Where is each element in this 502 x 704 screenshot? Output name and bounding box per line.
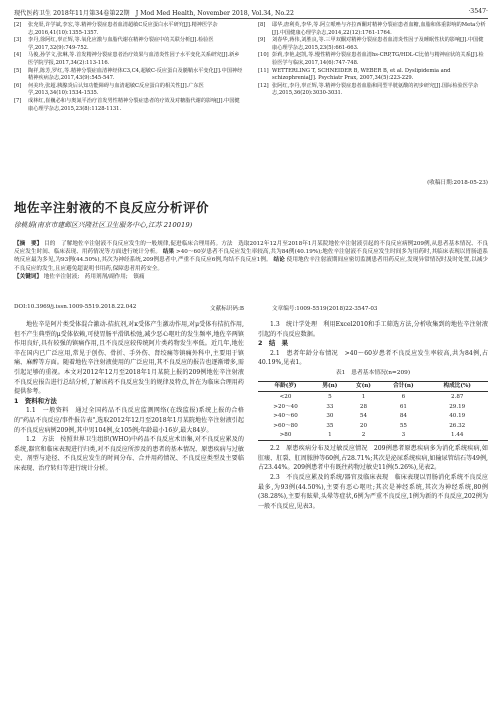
table-cell: 54 xyxy=(359,413,368,420)
abstract-label: 【摘 要】 xyxy=(14,241,43,247)
abstract-text-c: 使用地佐辛注射液期间应密切监测患者用药反应,发现异常情况时及时处置,以减少不良反应的发生,且应避免超说明书用药,保障患者用药安全。 xyxy=(14,257,489,272)
table-row xyxy=(258,402,488,412)
table-row xyxy=(258,411,488,421)
table-cell: 35 xyxy=(326,422,334,429)
reference-item: [6] 何美玲,张超.胰腺炎后认知功能障碍与血清超敏C反应蛋白的相关性[J].广东医学,2013,34(10):1534-1535. xyxy=(14,82,204,97)
table-cell: >20～40 xyxy=(273,403,298,410)
article-number: 文章编号:1009-5519(2018)22-3547-03 xyxy=(272,306,378,312)
table-cell: 2.87 xyxy=(451,393,464,400)
reference-item: [12] 张阿红,李丹,辜正辉,等.精神分裂症患者血脂和同型半胱氨酸的初步研究[J].国际检验医学杂志,2015,36(20):3030-3031. xyxy=(258,82,479,97)
running-header xyxy=(14,6,488,19)
table-header-cell: 男(n) xyxy=(322,383,338,390)
abstract-text-a: 目的 了解地佐辛注射液不良反应发生的一般规律,促进临床合理用药。方法 选取2012年12月至2018年1月某院地佐辛注射液引起的不良反应病例209例,从患者基本情况、不良反应发生时间、临床表现、用药情况等方面进行统计分析。 xyxy=(14,241,488,256)
reference-item: [5] 陶祥,陈芳,罗红,等.精神分裂症血清神经体C3,C4,超敏C-反应蛋白及髓鞘水平变化[J].中国神经精神疾病杂志,2017,43(9):545-547. xyxy=(14,67,243,82)
paragraph: 1.2 方法 按照世界卫生组织(WHO)中药品不良反应术语集,对不良反应累及的系统,器官和临床表现进行归类,对不良反应所涉及的患者的基本情况、原患疾病与过敏史、剂型与途径、不良反应发生的时间分布、合并用药情况、不良反应类型及主要临床表现、治疗转归等进行统计分析。 xyxy=(14,436,244,472)
table-cell: 33 xyxy=(326,403,334,410)
table-cell: 6 xyxy=(401,393,406,400)
table-cell: 28 xyxy=(359,403,368,410)
table-row xyxy=(258,431,488,441)
abstract-conclusion-label: 结论 xyxy=(273,257,285,264)
paragraph: 2.2 原患疾病分布及过敏反应情况 209例患者原患疾病多为消化系统疾病,如肛瘘、肛裂、肛周脓肿等60例,占28.71%;其次是泌尿系统疾病,如输尿管结石等49例,占23.44%。209例患者中有既往药物过敏史11例(5.26%),见表2。 xyxy=(258,445,488,472)
table-cell: >80 xyxy=(279,432,292,439)
patient-info-table xyxy=(258,381,488,442)
reference-item: [2] 张充渠,许学斌,李宏,等.精神分裂症患者血清超敏C反应蛋白水平研究[J].精神医学杂志,2016,41(10):1355-1357. xyxy=(14,22,218,36)
abstract xyxy=(14,240,488,281)
table-cell: 2 xyxy=(361,432,366,439)
body-left-column xyxy=(14,320,244,474)
page-number: ·3547· xyxy=(468,8,488,15)
article-title: 地佐辛注射液的不良反应分析评价 xyxy=(14,200,210,215)
table-cell: <20 xyxy=(279,393,292,400)
reference-item: [4] 马俊,孙学文,张琳,等.首发精神分裂症患者治疗效果与血清炎性因子水平变化关系研究[J].新乡医学院学报,2017,34(2):113-116. xyxy=(14,52,240,66)
author-affiliation: 徐桃娟(南京市建邺区兴隆社区卫生服务中心,江苏 210019) xyxy=(14,221,193,229)
table-cell: 5 xyxy=(328,393,332,400)
paragraph: 1.3 统计学处理 利用Excel2010和手工筛选方法,分析收集到的地佐辛注射液引起的不良反应数据。 xyxy=(258,321,488,338)
keywords-text: 地佐辛注射液; 药用剂剂/副作用; 镇痛 xyxy=(43,273,145,280)
table-caption: 表1 患者基本情况(n=209) xyxy=(335,369,411,376)
table-cell: 3 xyxy=(401,432,406,439)
running-header-left: 现代医药卫生 2018年11月第34卷第22期 J Mod Med Health, November 2018, Vol.34, No.22 xyxy=(14,10,294,17)
table-cell: 84 xyxy=(399,413,407,420)
reference-item: [9] 刘春华,蒋伟,刘胜良,等.三甲双酮对精神分裂症患者血清炎性因子及睡眠性状的影响[J].中国健康心理学杂志,2015,23(5):661-663. xyxy=(258,37,484,51)
received-date: (收稿日期:2018-05-23) xyxy=(427,180,488,186)
abstract-result-label: 结果 xyxy=(162,249,175,256)
table-header-row xyxy=(258,381,488,392)
paragraph: 1.1 一般资料 通过全国药品不良反应监测网络(在线监报)系统上报的合格的"药品不良反应/事件报告表",选取2012年12月至2018年1月某院地佐辛注射液引起的不良反应病例209例,其中男104例,女105例;年龄最小16岁,最大84岁。 xyxy=(14,407,244,434)
references-left-column xyxy=(14,22,244,113)
table-header-cell: 女(n) xyxy=(356,383,371,390)
doi: DOI:10.3969/j.issn.1009-5519.2018.22.042 xyxy=(14,304,137,310)
keywords-label: 【关键词】 xyxy=(14,273,42,280)
body-right-column xyxy=(258,320,488,511)
references-right-column xyxy=(258,22,488,98)
table-header-cell: 年龄(岁) xyxy=(274,383,297,390)
table-cell: 61 xyxy=(399,403,407,410)
table-cell: 1.44 xyxy=(451,432,464,439)
table-cell: >40～60 xyxy=(273,413,298,420)
table-cell: >60～80 xyxy=(273,422,298,429)
table-header-cell: 构成比(%) xyxy=(443,383,471,390)
table-cell: 1 xyxy=(328,432,332,439)
paragraph: 2.3 不良反应累及的系统/器官及临床表现 临床表现以胃肠消化系统不良反应最多,为93例(44.50%),主要有恶心呕吐;其次是神经系统,其次为神经系统,80例(38.28%),主要有眩晕,头晕等症状,6例为严重不良反应,1例为新的不良反应,202例为一般不良反应,见表3。 xyxy=(258,473,488,510)
table-row xyxy=(258,392,488,402)
table-header-cell: 合计(n) xyxy=(393,383,414,390)
reference-item: [11] WETTERLING T, SCHNEIDER B, WEBER B, et al. Dyslipidemia and schizophrenia[J]. Psychiatr Prax, 2007,34(5):223-229. xyxy=(258,67,451,82)
table-row xyxy=(258,421,488,431)
section-heading: 2 结 果 xyxy=(258,339,289,348)
clc-code: 文献标识码:B xyxy=(210,306,244,312)
reference-item: [8] 耶华,唐利英,李华,等.阿立哌唑与齐拉西酮对精神分裂症患者血糖,血脂和体重影响的Meta分析[J].中国健康心理学杂志,2014,22(12):1761-1764. xyxy=(258,22,486,36)
abstract-text-b: >40～60岁患者不良反应发生率较高,共为84例(40.19%);地佐辛注射液不良反应发生时间多为用药时,其临床表现以胃肠道系统反应最为多见,为93例(44.50%),其次为神经系统,209例患者中,严重不良反应6例,均结不良反应1例。 xyxy=(14,249,488,264)
table-cell: 29.19 xyxy=(449,403,466,410)
paragraph: 2.1 患者年龄分布情况 >40～60岁患者不良反应发生率较高,共为84例,占40.19%,见表1。 xyxy=(258,349,488,367)
table-cell: 26.32 xyxy=(449,422,466,429)
table-cell: 30 xyxy=(326,413,334,420)
reference-item: [7] 成林红,崔巍必和与奥氮平治疗首发男性精神分裂症患者的疗效及对糖脂代谢的影响[J].中国健康心理学杂志,2015,23(8):1128-1131. xyxy=(14,97,240,112)
reference-item: [3] 李丹,徐阿红,辜正辉,等.氧化应激与血脂代谢在精神分裂症中的关联分析[J].检验医学,2017,32(9):749-752. xyxy=(14,37,214,51)
table-cell: 20 xyxy=(359,422,368,429)
intro-paragraph: 地佐辛是阿片类受体混合激动-拮抗剂,对κ受体产生激动作用,对μ受体有拮抗作用,但不产生典型的μ受体依赖,可使胃肠平滑肌松弛,减少恶心呕吐的发生频率,地佐辛两镇作用良好,具有较强的镇痛作用,且不良反应较传统阿片类药物发生率低。近几年,地佐辛在国内已广泛应用,常见于创伤、骨折、手外伤、肾绞痛等镇痛外科中,主要用于镇痛、麻醉等方面。随着地佐辛注射液使用的广泛应用,其不良反应的报告也逐渐增多,需引起足够的重视。本文对2012年12月至2018年1月某院上报的209例地佐辛注射液不良反应报告进行总结分析,了解该药不良反应发生的规律及特点,旨在为临床合理用药提供参考。 xyxy=(14,321,244,396)
table-cell: 40.19 xyxy=(449,413,466,420)
table-cell: 55 xyxy=(399,422,407,429)
reference-item: [10] 彭莉,李艳,赵凯,等.慢性精神分裂症患者血清hs-CRP,TG/HDL-C比值与精神症状的关系[J].检验医学与临床,2017,14(6):747-748. xyxy=(258,52,484,66)
section-heading: 1 资料和方法 xyxy=(14,396,57,405)
table-cell: 1 xyxy=(361,393,366,400)
